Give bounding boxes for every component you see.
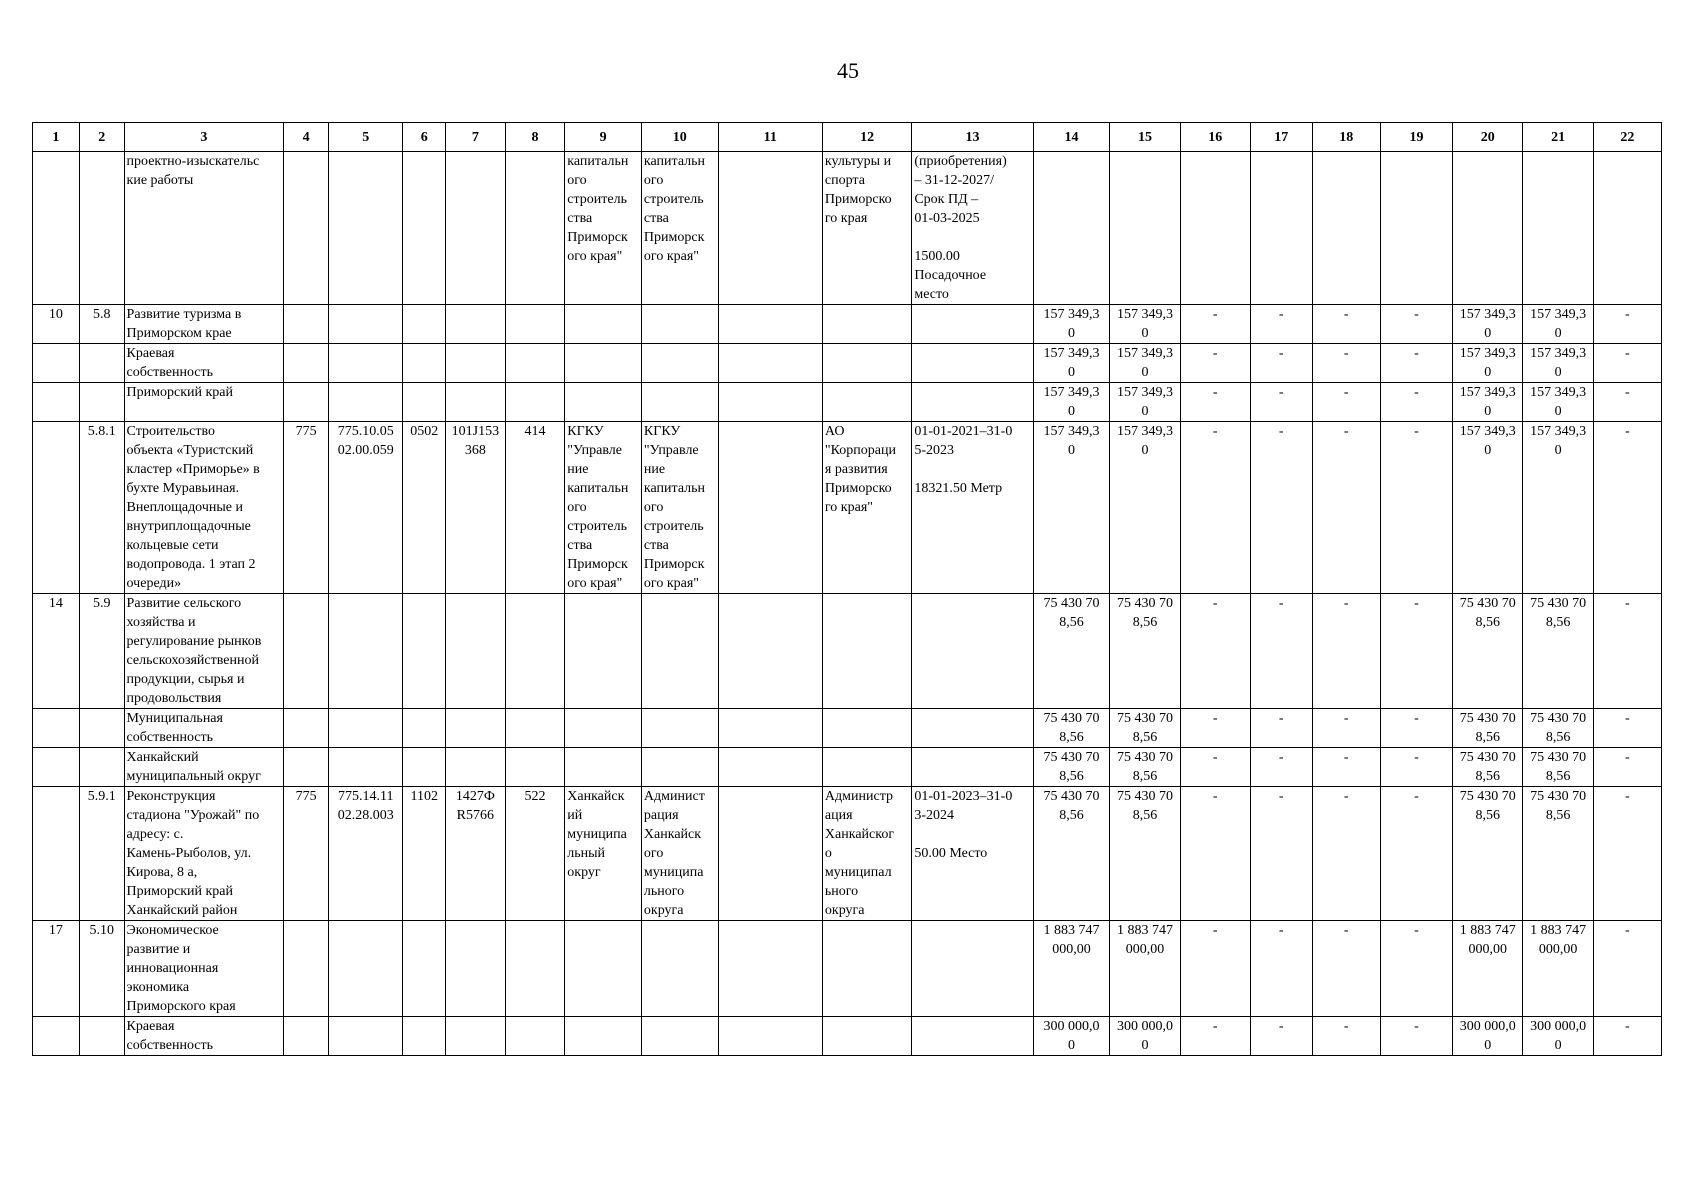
cell-col-3: Развитие сельского хозяйства и регулирование рынков сельскохозяйственной продукции, сырья и продовольствия xyxy=(124,594,284,709)
budget-table xyxy=(32,122,1662,1056)
cell-col-1: 14 xyxy=(33,594,80,709)
cell-col-21: 75 430 70 8,56 xyxy=(1523,709,1593,748)
cell-col-8: 522 xyxy=(505,787,565,921)
cell-col-3: Экономическое развитие и инновационная экономика Приморского края xyxy=(124,921,284,1017)
cell-col-22: - xyxy=(1593,344,1661,383)
cell-col-3: Ханкайский муниципальный округ xyxy=(124,748,284,787)
cell-col-15: 157 349,3 0 xyxy=(1110,383,1180,422)
cell-col-9: Ханкайск ий муниципа льный округ xyxy=(565,787,642,921)
column-header-6: 6 xyxy=(403,123,446,152)
cell-col-14: 157 349,3 0 xyxy=(1033,422,1110,594)
cell-col-13 xyxy=(912,709,1033,748)
cell-col-8: 414 xyxy=(505,422,565,594)
column-header-13: 13 xyxy=(912,123,1033,152)
cell-col-20: 157 349,3 0 xyxy=(1453,344,1523,383)
cell-col-7: 1427Ф R5766 xyxy=(446,787,506,921)
cell-col-3: Краевая собственность xyxy=(124,1017,284,1056)
cell-col-9 xyxy=(565,748,642,787)
cell-col-17: - xyxy=(1250,748,1312,787)
cell-col-16: - xyxy=(1180,787,1250,921)
cell-col-12 xyxy=(822,305,911,344)
cell-col-8 xyxy=(505,748,565,787)
cell-col-6 xyxy=(403,709,446,748)
cell-col-1 xyxy=(33,422,80,594)
cell-col-11 xyxy=(718,594,822,709)
column-header-12: 12 xyxy=(822,123,911,152)
cell-col-12 xyxy=(822,709,911,748)
cell-col-19: - xyxy=(1380,1017,1452,1056)
cell-col-20: 75 430 70 8,56 xyxy=(1453,709,1523,748)
cell-col-7 xyxy=(446,344,506,383)
cell-col-4 xyxy=(284,152,329,305)
cell-col-1 xyxy=(33,787,80,921)
cell-col-8 xyxy=(505,305,565,344)
cell-col-10: капитальн ого строитель ства Приморск ого края" xyxy=(641,152,718,305)
page-number: 45 xyxy=(837,58,859,83)
cell-col-8 xyxy=(505,921,565,1017)
cell-col-8 xyxy=(505,383,565,422)
cell-col-21: 157 349,3 0 xyxy=(1523,344,1593,383)
cell-col-21: 75 430 70 8,56 xyxy=(1523,594,1593,709)
cell-col-13 xyxy=(912,1017,1033,1056)
column-header-8: 8 xyxy=(505,123,565,152)
column-header-15: 15 xyxy=(1110,123,1180,152)
cell-col-4 xyxy=(284,709,329,748)
cell-col-7 xyxy=(446,709,506,748)
cell-col-18: - xyxy=(1312,709,1380,748)
cell-col-17: - xyxy=(1250,921,1312,1017)
column-header-9: 9 xyxy=(565,123,642,152)
column-header-5: 5 xyxy=(328,123,403,152)
cell-col-4: 775 xyxy=(284,422,329,594)
cell-col-2: 5.9 xyxy=(79,594,124,709)
cell-col-20 xyxy=(1453,152,1523,305)
cell-col-20: 157 349,3 0 xyxy=(1453,383,1523,422)
cell-col-9 xyxy=(565,921,642,1017)
cell-col-15: 157 349,3 0 xyxy=(1110,344,1180,383)
column-header-11: 11 xyxy=(718,123,822,152)
table-row xyxy=(33,709,1662,748)
cell-col-2 xyxy=(79,709,124,748)
cell-col-6 xyxy=(403,344,446,383)
cell-col-14: 300 000,0 0 xyxy=(1033,1017,1110,1056)
cell-col-20: 75 430 70 8,56 xyxy=(1453,748,1523,787)
cell-col-11 xyxy=(718,787,822,921)
cell-col-21: 1 883 747 000,00 xyxy=(1523,921,1593,1017)
column-header-20: 20 xyxy=(1453,123,1523,152)
column-header-2: 2 xyxy=(79,123,124,152)
cell-col-17: - xyxy=(1250,594,1312,709)
cell-col-16: - xyxy=(1180,748,1250,787)
cell-col-16: - xyxy=(1180,305,1250,344)
cell-col-18: - xyxy=(1312,1017,1380,1056)
cell-col-17: - xyxy=(1250,344,1312,383)
cell-col-9 xyxy=(565,1017,642,1056)
cell-col-4: 775 xyxy=(284,787,329,921)
cell-col-17: - xyxy=(1250,305,1312,344)
cell-col-15: 75 430 70 8,56 xyxy=(1110,748,1180,787)
cell-col-7 xyxy=(446,152,506,305)
cell-col-17 xyxy=(1250,152,1312,305)
cell-col-22: - xyxy=(1593,422,1661,594)
cell-col-9 xyxy=(565,709,642,748)
table-row xyxy=(33,422,1662,594)
cell-col-11 xyxy=(718,422,822,594)
cell-col-4 xyxy=(284,921,329,1017)
cell-col-5 xyxy=(328,709,403,748)
cell-col-6 xyxy=(403,383,446,422)
cell-col-10 xyxy=(641,383,718,422)
cell-col-18 xyxy=(1312,152,1380,305)
cell-col-12 xyxy=(822,344,911,383)
cell-col-16: - xyxy=(1180,709,1250,748)
column-header-18: 18 xyxy=(1312,123,1380,152)
cell-col-5: 775.10.05 02.00.059 xyxy=(328,422,403,594)
cell-col-19: - xyxy=(1380,422,1452,594)
cell-col-11 xyxy=(718,383,822,422)
cell-col-17: - xyxy=(1250,709,1312,748)
cell-col-21: 300 000,0 0 xyxy=(1523,1017,1593,1056)
cell-col-12: АО "Корпораци я развития Приморско го края" xyxy=(822,422,911,594)
cell-col-19: - xyxy=(1380,748,1452,787)
table-row xyxy=(33,921,1662,1017)
table-row xyxy=(33,594,1662,709)
cell-col-4 xyxy=(284,383,329,422)
cell-col-18: - xyxy=(1312,422,1380,594)
cell-col-8 xyxy=(505,152,565,305)
cell-col-12 xyxy=(822,748,911,787)
cell-col-2: 5.8 xyxy=(79,305,124,344)
cell-col-19: - xyxy=(1380,305,1452,344)
cell-col-9 xyxy=(565,305,642,344)
cell-col-11 xyxy=(718,709,822,748)
cell-col-6 xyxy=(403,594,446,709)
cell-col-16: - xyxy=(1180,344,1250,383)
cell-col-1 xyxy=(33,1017,80,1056)
column-header-22: 22 xyxy=(1593,123,1661,152)
cell-col-5 xyxy=(328,305,403,344)
cell-col-15: 157 349,3 0 xyxy=(1110,422,1180,594)
cell-col-12 xyxy=(822,594,911,709)
cell-col-6 xyxy=(403,748,446,787)
cell-col-21: 75 430 70 8,56 xyxy=(1523,787,1593,921)
cell-col-13 xyxy=(912,344,1033,383)
cell-col-2 xyxy=(79,1017,124,1056)
cell-col-18: - xyxy=(1312,344,1380,383)
cell-col-5 xyxy=(328,152,403,305)
cell-col-3: проектно-изыскательс кие работы xyxy=(124,152,284,305)
cell-col-9 xyxy=(565,594,642,709)
column-header-17: 17 xyxy=(1250,123,1312,152)
cell-col-2: 5.9.1 xyxy=(79,787,124,921)
cell-col-18: - xyxy=(1312,305,1380,344)
table-row xyxy=(33,344,1662,383)
cell-col-10 xyxy=(641,921,718,1017)
cell-col-21: 157 349,3 0 xyxy=(1523,422,1593,594)
cell-col-17: - xyxy=(1250,383,1312,422)
cell-col-22 xyxy=(1593,152,1661,305)
cell-col-5 xyxy=(328,748,403,787)
cell-col-18: - xyxy=(1312,383,1380,422)
cell-col-17: - xyxy=(1250,787,1312,921)
cell-col-5: 775.14.11 02.28.003 xyxy=(328,787,403,921)
cell-col-4 xyxy=(284,344,329,383)
cell-col-22: - xyxy=(1593,921,1661,1017)
cell-col-20: 300 000,0 0 xyxy=(1453,1017,1523,1056)
cell-col-1 xyxy=(33,709,80,748)
cell-col-19: - xyxy=(1380,787,1452,921)
cell-col-12 xyxy=(822,921,911,1017)
cell-col-3: Краевая собственность xyxy=(124,344,284,383)
column-header-19: 19 xyxy=(1380,123,1452,152)
cell-col-7 xyxy=(446,305,506,344)
cell-col-10 xyxy=(641,594,718,709)
table-row xyxy=(33,383,1662,422)
table-row xyxy=(33,748,1662,787)
cell-col-6 xyxy=(403,1017,446,1056)
cell-col-2: 5.8.1 xyxy=(79,422,124,594)
cell-col-10 xyxy=(641,1017,718,1056)
cell-col-18: - xyxy=(1312,921,1380,1017)
cell-col-19 xyxy=(1380,152,1452,305)
column-header-21: 21 xyxy=(1523,123,1593,152)
cell-col-9 xyxy=(565,344,642,383)
cell-col-19: - xyxy=(1380,594,1452,709)
cell-col-7: 101J153 368 xyxy=(446,422,506,594)
cell-col-18: - xyxy=(1312,787,1380,921)
cell-col-15: 157 349,3 0 xyxy=(1110,305,1180,344)
cell-col-14: 157 349,3 0 xyxy=(1033,305,1110,344)
cell-col-15: 75 430 70 8,56 xyxy=(1110,594,1180,709)
cell-col-1 xyxy=(33,344,80,383)
cell-col-22: - xyxy=(1593,383,1661,422)
cell-col-13 xyxy=(912,921,1033,1017)
cell-col-10: Админист рация Ханкайск ого муниципа льного округа xyxy=(641,787,718,921)
cell-col-20: 1 883 747 000,00 xyxy=(1453,921,1523,1017)
cell-col-13: (приобретения) – 31-12-2027/ Срок ПД – 01-03-2025 1500.00 Посадочное место xyxy=(912,152,1033,305)
cell-col-7 xyxy=(446,1017,506,1056)
cell-col-3: Реконструкция стадиона "Урожай" по адресу: с. Камень-Рыболов, ул. Кирова, 8 а, Приморский край Ханкайский район xyxy=(124,787,284,921)
cell-col-13: 01-01-2023–31-0 3-2024 50.00 Место xyxy=(912,787,1033,921)
cell-col-22: - xyxy=(1593,305,1661,344)
cell-col-19: - xyxy=(1380,709,1452,748)
cell-col-15: 75 430 70 8,56 xyxy=(1110,709,1180,748)
column-header-14: 14 xyxy=(1033,123,1110,152)
cell-col-14: 75 430 70 8,56 xyxy=(1033,748,1110,787)
cell-col-14: 75 430 70 8,56 xyxy=(1033,709,1110,748)
cell-col-8 xyxy=(505,594,565,709)
cell-col-3: Строительство объекта «Туристский кластер «Приморье» в бухте Муравьиная. Внеплощадочные и внутриплощадочные кольцевые сети водопровода. 1 этап 2 очереди» xyxy=(124,422,284,594)
cell-col-10: КГКУ "Управле ние капитальн ого строитель ства Приморск ого края" xyxy=(641,422,718,594)
cell-col-1 xyxy=(33,748,80,787)
cell-col-16: - xyxy=(1180,383,1250,422)
column-header-10: 10 xyxy=(641,123,718,152)
cell-col-14 xyxy=(1033,152,1110,305)
cell-col-4 xyxy=(284,1017,329,1056)
table-row xyxy=(33,305,1662,344)
cell-col-21: 157 349,3 0 xyxy=(1523,305,1593,344)
cell-col-16: - xyxy=(1180,921,1250,1017)
cell-col-11 xyxy=(718,921,822,1017)
cell-col-22: - xyxy=(1593,787,1661,921)
cell-col-21: 157 349,3 0 xyxy=(1523,383,1593,422)
cell-col-10 xyxy=(641,748,718,787)
cell-col-5 xyxy=(328,1017,403,1056)
cell-col-7 xyxy=(446,921,506,1017)
column-header-4: 4 xyxy=(284,123,329,152)
cell-col-5 xyxy=(328,383,403,422)
cell-col-22: - xyxy=(1593,709,1661,748)
cell-col-20: 157 349,3 0 xyxy=(1453,422,1523,594)
column-header-16: 16 xyxy=(1180,123,1250,152)
cell-col-2 xyxy=(79,152,124,305)
cell-col-6: 1102 xyxy=(403,787,446,921)
column-header-3: 3 xyxy=(124,123,284,152)
cell-col-5 xyxy=(328,594,403,709)
cell-col-12: культуры и спорта Приморско го края xyxy=(822,152,911,305)
cell-col-14: 157 349,3 0 xyxy=(1033,344,1110,383)
cell-col-12 xyxy=(822,1017,911,1056)
table-row xyxy=(33,1017,1662,1056)
cell-col-1 xyxy=(33,383,80,422)
cell-col-11 xyxy=(718,344,822,383)
cell-col-13: 01-01-2021–31-0 5-2023 18321.50 Метр xyxy=(912,422,1033,594)
cell-col-13 xyxy=(912,383,1033,422)
cell-col-3: Муниципальная собственность xyxy=(124,709,284,748)
header-row xyxy=(33,123,1662,152)
cell-col-21 xyxy=(1523,152,1593,305)
cell-col-16: - xyxy=(1180,422,1250,594)
cell-col-22: - xyxy=(1593,594,1661,709)
cell-col-20: 75 430 70 8,56 xyxy=(1453,787,1523,921)
cell-col-13 xyxy=(912,305,1033,344)
cell-col-15: 75 430 70 8,56 xyxy=(1110,787,1180,921)
cell-col-19: - xyxy=(1380,344,1452,383)
cell-col-9: КГКУ "Управле ние капитальн ого строитель ства Приморск ого края" xyxy=(565,422,642,594)
cell-col-11 xyxy=(718,1017,822,1056)
cell-col-18: - xyxy=(1312,748,1380,787)
cell-col-14: 75 430 70 8,56 xyxy=(1033,594,1110,709)
cell-col-6 xyxy=(403,305,446,344)
cell-col-13 xyxy=(912,594,1033,709)
cell-col-20: 157 349,3 0 xyxy=(1453,305,1523,344)
cell-col-5 xyxy=(328,344,403,383)
cell-col-10 xyxy=(641,709,718,748)
cell-col-17: - xyxy=(1250,422,1312,594)
cell-col-20: 75 430 70 8,56 xyxy=(1453,594,1523,709)
cell-col-2 xyxy=(79,748,124,787)
cell-col-8 xyxy=(505,1017,565,1056)
cell-col-21: 75 430 70 8,56 xyxy=(1523,748,1593,787)
cell-col-12 xyxy=(822,383,911,422)
table-body xyxy=(33,152,1662,1056)
cell-col-1: 17 xyxy=(33,921,80,1017)
cell-col-11 xyxy=(718,152,822,305)
cell-col-4 xyxy=(284,594,329,709)
cell-col-12: Администр ация Ханкайског о муниципал ьного округа xyxy=(822,787,911,921)
cell-col-4 xyxy=(284,748,329,787)
cell-col-17: - xyxy=(1250,1017,1312,1056)
cell-col-10 xyxy=(641,305,718,344)
table-row xyxy=(33,787,1662,921)
cell-col-9: капитальн ого строитель ства Приморск ого края" xyxy=(565,152,642,305)
cell-col-6 xyxy=(403,921,446,1017)
cell-col-3: Развитие туризма в Приморском крае xyxy=(124,305,284,344)
cell-col-14: 1 883 747 000,00 xyxy=(1033,921,1110,1017)
cell-col-22: - xyxy=(1593,1017,1661,1056)
cell-col-1 xyxy=(33,152,80,305)
cell-col-15: 300 000,0 0 xyxy=(1110,1017,1180,1056)
cell-col-13 xyxy=(912,748,1033,787)
cell-col-4 xyxy=(284,305,329,344)
cell-col-9 xyxy=(565,383,642,422)
column-header-1: 1 xyxy=(33,123,80,152)
cell-col-2 xyxy=(79,344,124,383)
cell-col-14: 157 349,3 0 xyxy=(1033,383,1110,422)
cell-col-15: 1 883 747 000,00 xyxy=(1110,921,1180,1017)
cell-col-15 xyxy=(1110,152,1180,305)
cell-col-8 xyxy=(505,709,565,748)
cell-col-10 xyxy=(641,344,718,383)
cell-col-7 xyxy=(446,383,506,422)
cell-col-19: - xyxy=(1380,921,1452,1017)
cell-col-16 xyxy=(1180,152,1250,305)
table-row xyxy=(33,152,1662,305)
column-header-7: 7 xyxy=(446,123,506,152)
cell-col-3: Приморский край xyxy=(124,383,284,422)
cell-col-6 xyxy=(403,152,446,305)
cell-col-1: 10 xyxy=(33,305,80,344)
cell-col-8 xyxy=(505,344,565,383)
cell-col-18: - xyxy=(1312,594,1380,709)
cell-col-7 xyxy=(446,748,506,787)
cell-col-2 xyxy=(79,383,124,422)
cell-col-11 xyxy=(718,748,822,787)
cell-col-2: 5.10 xyxy=(79,921,124,1017)
cell-col-22: - xyxy=(1593,748,1661,787)
cell-col-19: - xyxy=(1380,383,1452,422)
cell-col-7 xyxy=(446,594,506,709)
cell-col-16: - xyxy=(1180,1017,1250,1056)
cell-col-5 xyxy=(328,921,403,1017)
cell-col-14: 75 430 70 8,56 xyxy=(1033,787,1110,921)
cell-col-6: 0502 xyxy=(403,422,446,594)
cell-col-16: - xyxy=(1180,594,1250,709)
cell-col-11 xyxy=(718,305,822,344)
